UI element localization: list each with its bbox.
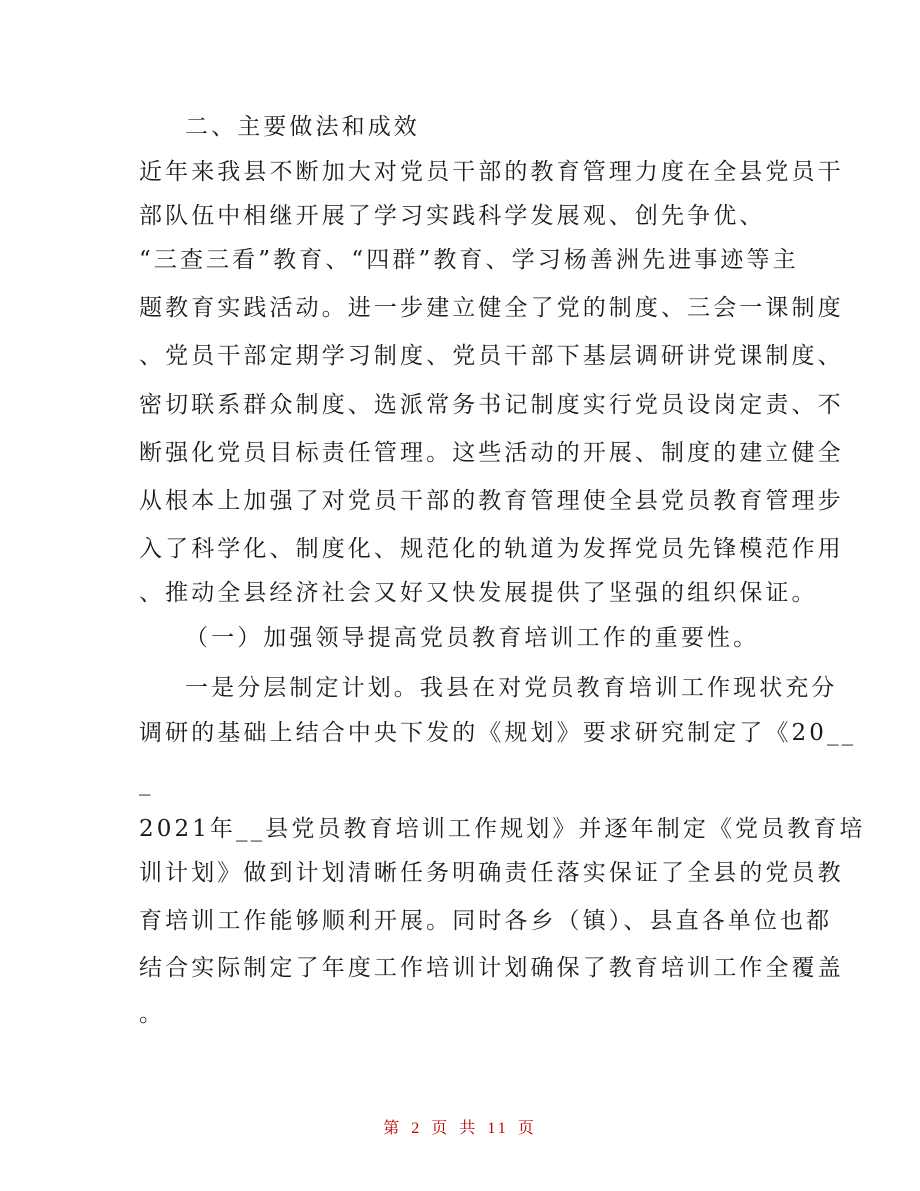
body-line: 题教育实践活动。进一步建立健全了党的制度、三会一课制度 (139, 295, 844, 321)
body-line: 调研的基础上结合中央下发的《规划》要求研究制定了《20__ (139, 720, 857, 746)
footer-current-page: 2 (411, 1120, 423, 1137)
body-line: “三查三看”教育、“四群”教育、学习杨善洲先进事迹等主 (139, 247, 799, 273)
body-line: 断强化党员目标责任管理。这些活动的开展、制度的建立健全 (139, 440, 844, 466)
body-line: 育培训工作能够顺利开展。同时各乡（镇）、县直各单位也都 (139, 908, 833, 934)
footer-total-word: 共 (459, 1120, 479, 1137)
body-line: 2021年__县党员教育培训工作规划》并逐年制定《党员教育培 (139, 816, 866, 842)
section-heading: 二、主要做法和成效 (185, 114, 420, 140)
body-line: 密切联系群众制度、选派常务书记制度实行党员设岗定责、不 (139, 392, 844, 418)
body-line: 、推动全县经济社会又好又快发展提供了坚强的组织保证。 (139, 580, 818, 606)
body-line: 一是分层制定计划。我县在对党员教育培训工作现状充分 (185, 675, 838, 701)
body-line: 结合实际制定了年度工作培训计划确保了教育培训工作全覆盖 (139, 955, 844, 981)
body-line: 训计划》做到计划清晰任务明确责任落实保证了全县的党员教 (139, 860, 844, 886)
body-line: 入了科学化、制度化、规范化的轨道为发挥党员先锋模范作用 (139, 536, 844, 562)
body-line: 。 (139, 1001, 166, 1027)
footer-total-pages: 11 (487, 1120, 509, 1137)
subsection-heading: （一）加强领导提高党员教育培训工作的重要性。 (185, 625, 760, 651)
body-line: 部队伍中相继开展了学习实践科学发展观、创先争优、 (139, 203, 766, 229)
body-line: 、党员干部定期学习制度、党员干部下基层调研讲党课制度、 (139, 343, 844, 369)
footer-suffix: 页 (517, 1120, 537, 1137)
body-line: 从根本上加强了对党员干部的教育管理使全县党员教育管理步 (139, 488, 844, 514)
footer-page-word: 页 (431, 1120, 451, 1137)
body-line: _ (139, 770, 154, 796)
footer-prefix: 第 (383, 1120, 403, 1137)
page-footer (0, 1115, 920, 1138)
body-line: 近年来我县不断加大对党员干部的教育管理力度在全县党员干 (139, 159, 844, 185)
